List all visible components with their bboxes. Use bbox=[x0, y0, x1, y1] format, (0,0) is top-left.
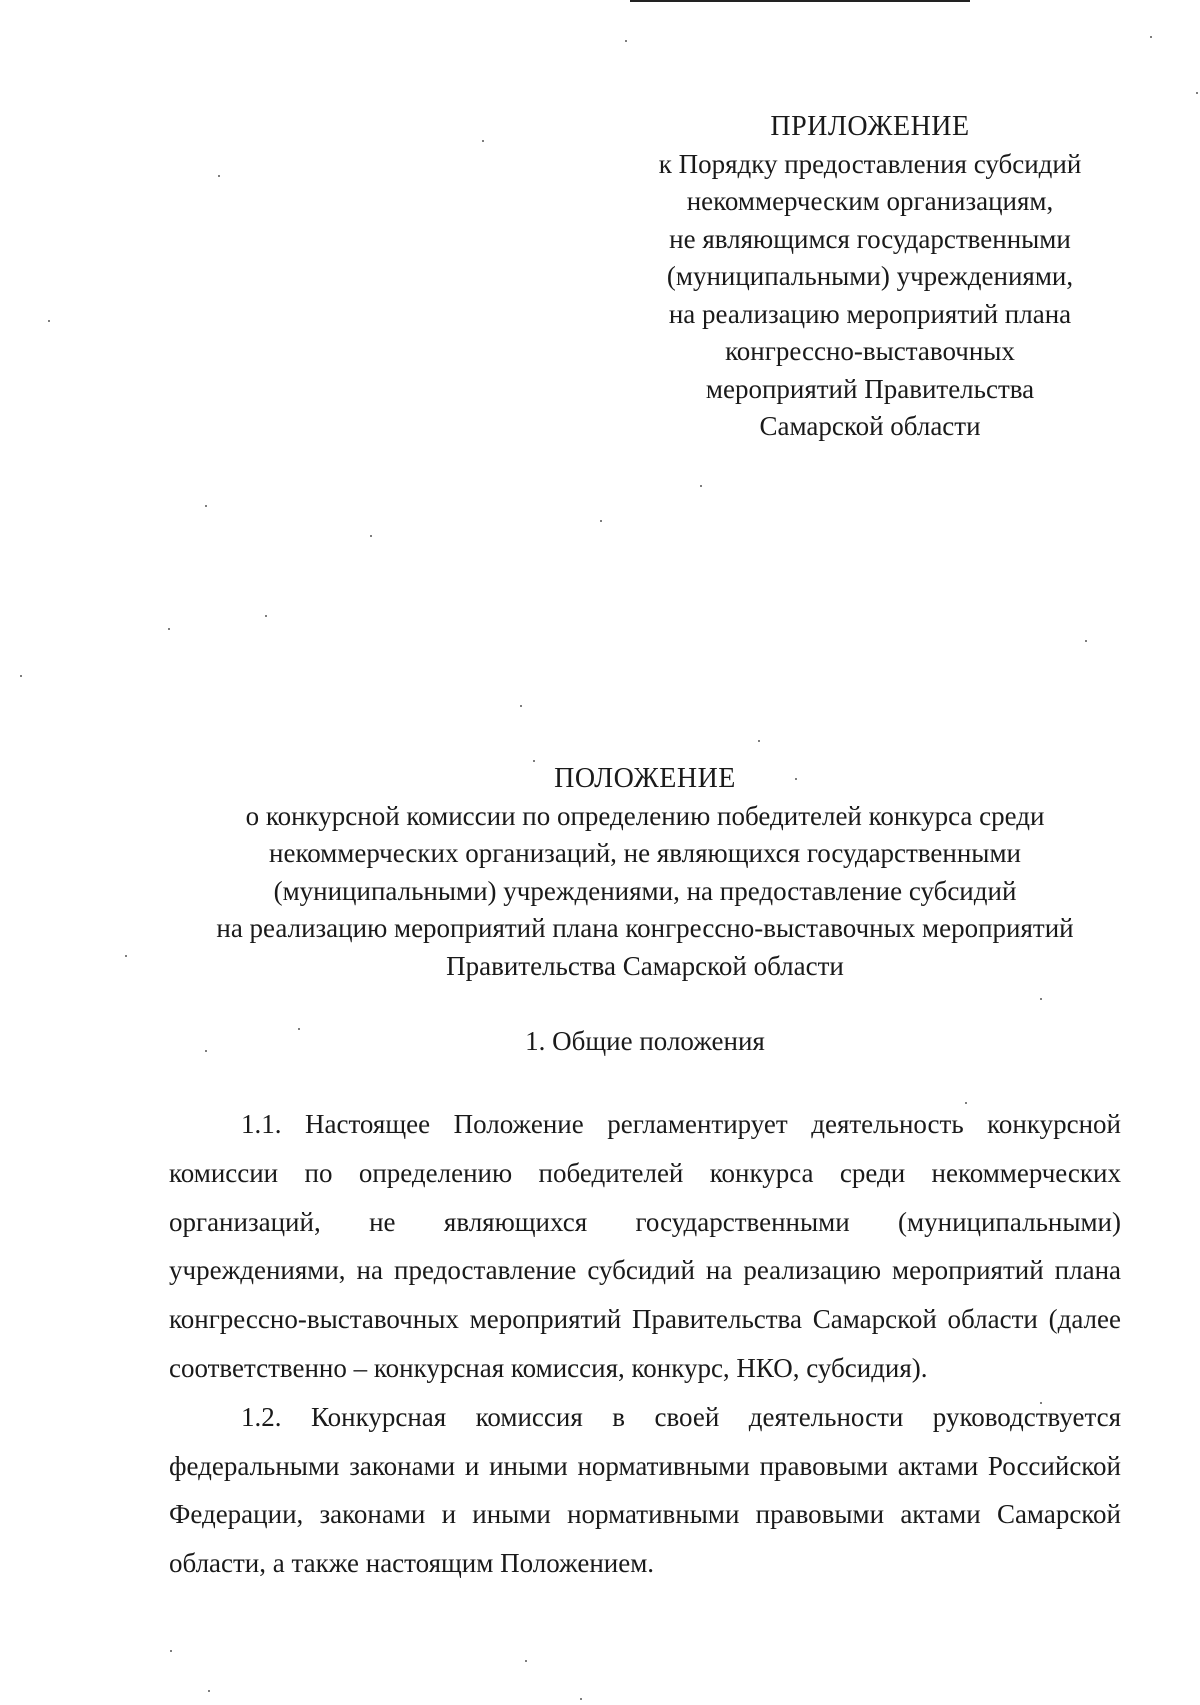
appendix-line: Самарской области bbox=[759, 411, 981, 441]
scan-speck bbox=[1150, 36, 1152, 38]
scan-speck bbox=[168, 628, 170, 630]
scan-speck bbox=[520, 705, 522, 707]
appendix-line: конгрессно-выставочных bbox=[725, 336, 1015, 366]
appendix-line: не являющимся государственными bbox=[669, 223, 1071, 254]
scan-speck bbox=[218, 175, 220, 177]
appendix-block bbox=[620, 108, 1120, 446]
appendix-line: мероприятий Правительства bbox=[705, 373, 1035, 404]
regulation-heading-block bbox=[120, 760, 1170, 985]
regulation-subtitle-line: (муниципальными) учреждениями, на предоставление субсидий bbox=[273, 875, 1017, 906]
scan-speck bbox=[208, 1690, 210, 1692]
scan-speck bbox=[48, 320, 50, 322]
appendix-title: ПРИЛОЖЕНИЕ bbox=[770, 111, 970, 142]
scan-speck bbox=[20, 675, 22, 677]
scan-speck bbox=[1196, 92, 1198, 94]
scan-speck bbox=[170, 1650, 172, 1652]
scan-speck bbox=[1040, 998, 1042, 1000]
scan-speck bbox=[700, 485, 702, 487]
scan-speck bbox=[205, 505, 207, 507]
appendix-line: на реализацию мероприятий плана bbox=[668, 298, 1072, 329]
scan-speck bbox=[525, 1660, 527, 1662]
section-heading: 1. Общие положения bbox=[525, 1026, 765, 1056]
scan-speck bbox=[370, 535, 372, 537]
scan-speck bbox=[1085, 640, 1087, 642]
scan-speck bbox=[580, 1698, 582, 1700]
scan-speck bbox=[265, 615, 267, 617]
regulation-subtitle-line: Правительства Самарской области bbox=[446, 950, 844, 981]
regulation-subtitle-line: о конкурсной комиссии по определению победителей конкурса среди bbox=[245, 800, 1045, 831]
paragraph-1-2: 1.2. Конкурсная комиссия в своей деятельности руководствуется федеральными законами и иными нормативными правовыми актами Российской Федерации, законами и иными нормативными правовыми актами Самарской области, а также настоящим Положением. bbox=[169, 1401, 1121, 1579]
paragraph-1-1: 1.1. Настоящее Положение регламентирует деятельность конкурсной комиссии по определению победителей конкурса среди некоммерческих организаций, не являющихся государственными (муниципальными) учреждениями, на предоставление субсидий на реализацию мероприятий плана конгрессно-выставочных мероприятий Правительства Самарской области (далее соответственно – конкурсная комиссия, конкурс, НКО, субсидия). bbox=[169, 1109, 1121, 1383]
regulation-title: ПОЛОЖЕНИЕ bbox=[554, 763, 736, 794]
scan-speck bbox=[482, 140, 484, 142]
scan-speck bbox=[758, 740, 760, 742]
regulation-subtitle-line: на реализацию мероприятий плана конгрессно-выставочных мероприятий bbox=[216, 913, 1074, 943]
body-text bbox=[169, 1100, 1121, 1588]
top-edge-line bbox=[630, 0, 970, 2]
appendix-line: к Порядку предоставления субсидий bbox=[658, 148, 1082, 179]
scan-speck bbox=[600, 520, 602, 522]
appendix-line: некоммерческим организациям, bbox=[686, 186, 1054, 216]
scan-speck bbox=[625, 40, 627, 42]
appendix-line: (муниципальными) учреждениями, bbox=[666, 261, 1074, 291]
regulation-subtitle-line: некоммерческих организаций, не являющихся государственными bbox=[269, 838, 1021, 868]
